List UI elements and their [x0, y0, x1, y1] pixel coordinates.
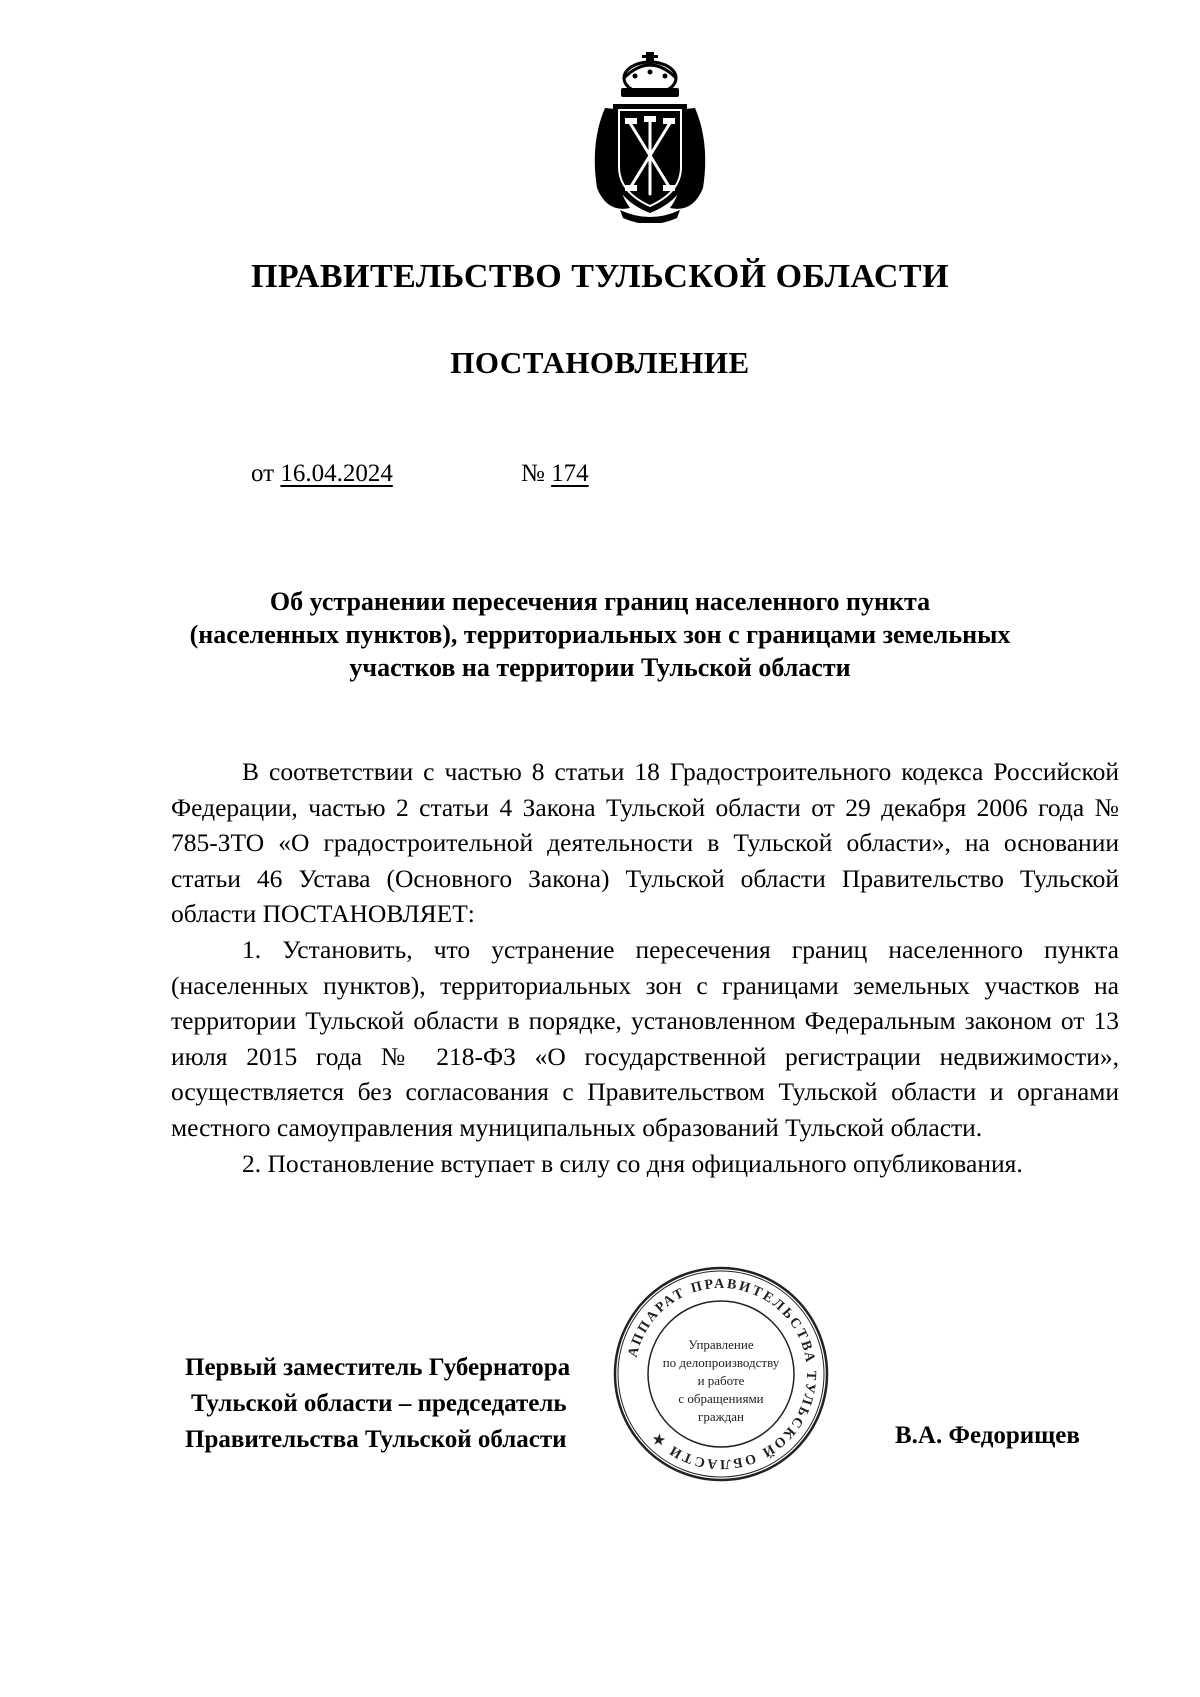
document-date: [251, 460, 393, 488]
subject-line: Об устранении пересечения границ населенного пункта: [269, 587, 931, 616]
svg-text:с обращениями: с обращениями: [678, 1391, 764, 1406]
number-value: 174: [551, 460, 589, 487]
signer-name: В.А. Федорищев: [895, 1422, 1080, 1449]
document-type: ПОСТАНОВЛЕНИЕ: [450, 345, 750, 380]
svg-text:граждан: граждан: [698, 1409, 744, 1424]
body-paragraph-preamble: В соответствии с частью 8 статьи 18 Градостроительного кодекса Российской Федерации, частью 2 статьи 4 Закона Тульской области от 29 декабря 2006 года № 785-ЗТО «О градостроительной деятельности в Тульской области», на основании статьи 46 Устава (Основного Закона) Тульской области Правительство Тульской области ПОСТАНОВЛЯЕТ:: [171, 757, 1119, 929]
body-paragraph-item-2: 2. Постановление вступает в силу со дня официального опубликования.: [242, 1148, 1023, 1178]
position-line: Тульской области – председатель: [191, 1390, 567, 1417]
date-value: 16.04.2024: [280, 460, 393, 487]
svg-text:по делопроизводству: по делопроизводству: [662, 1355, 780, 1370]
svg-text:и работе: и работе: [697, 1373, 745, 1388]
subject-line: (населенных пунктов), территориальных зон с границами земельных: [189, 620, 1011, 649]
organization-title: ПРАВИТЕЛЬСТВО ТУЛЬСКОЙ ОБЛАСТИ: [250, 258, 950, 295]
date-prefix: от: [251, 460, 275, 487]
position-line: Правительства Тульской области: [185, 1426, 567, 1453]
position-line: Первый заместитель Губернатора: [185, 1354, 571, 1381]
signatory-position: [185, 1350, 570, 1458]
body-paragraph-item-1: 1. Установить, что устранение пересечения границ населенного пункта (населенных пунктов), территориальных зон с границами земельных участков на территории Тульской области в порядке, установленном Федеральным законом от 13 июля 2015 года № 218-ФЗ «О государственной регистрации недвижимости», осуществляется без согласования с Правительством Тульской области и органами местного самоуправления муниципальных образований Тульской области.: [171, 934, 1119, 1142]
subject-line: участков на территории Тульской области: [349, 653, 851, 682]
number-prefix: №: [521, 460, 545, 487]
document-body: [171, 754, 1119, 1181]
svg-text:Управление: Управление: [688, 1337, 754, 1352]
document-subject: [170, 585, 1030, 684]
document-number: [521, 460, 589, 488]
official-stamp: [612, 1265, 830, 1483]
svg-text:АППАРАТ ПРАВИТЕЛЬСТВА ТУЛЬСКОЙ: АППАРАТ ПРАВИТЕЛЬСТВА ТУЛЬСКОЙ ОБЛАСТИ ★: [625, 1276, 819, 1472]
tula-coat-of-arms-icon: [585, 48, 715, 223]
